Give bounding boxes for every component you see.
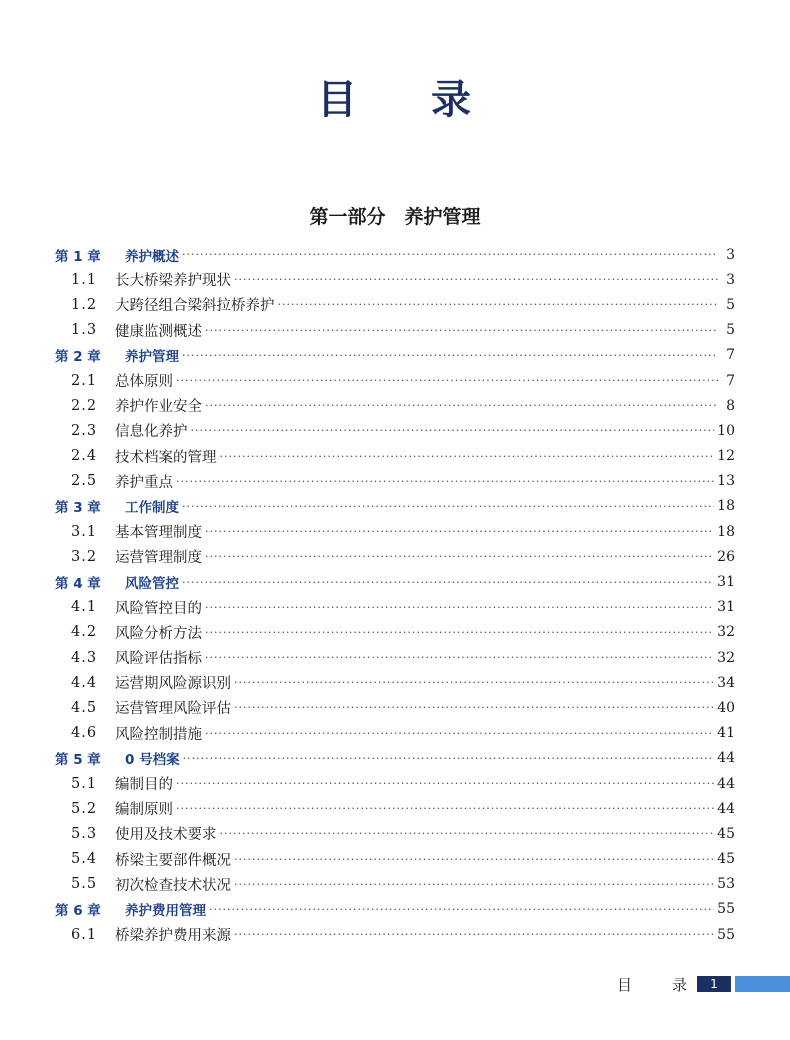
toc-entry-title: 桥梁养护费用来源 bbox=[115, 928, 231, 945]
toc-entry-title: 大跨径组合梁斜拉桥养护 bbox=[115, 298, 275, 315]
toc-entry-title: 总体原则 bbox=[115, 374, 173, 391]
toc-entry-title: 编制目的 bbox=[115, 777, 173, 794]
toc-entry-title: 养护重点 bbox=[115, 474, 173, 491]
toc-entry-number: 第 3 章 bbox=[55, 500, 101, 517]
part-title: 第一部分 养护管理 bbox=[309, 206, 481, 228]
toc-entry-page: 12 bbox=[717, 448, 735, 465]
toc-section-entry[interactable] bbox=[55, 922, 735, 947]
toc-chapter-entry[interactable] bbox=[55, 242, 735, 267]
toc-entry-title: 长大桥梁养护现状 bbox=[115, 273, 231, 290]
dot-leader bbox=[191, 424, 715, 437]
toc-entry-number: 3.1 bbox=[71, 523, 98, 540]
dot-leader bbox=[205, 651, 714, 664]
toc-section-entry[interactable] bbox=[55, 620, 735, 645]
toc-entry-page: 44 bbox=[717, 750, 735, 767]
toc-entry-number: 5.5 bbox=[71, 876, 98, 893]
toc-entry-title: 健康监测概述 bbox=[115, 323, 202, 340]
dot-leader bbox=[176, 475, 714, 488]
toc-entry-number: 5.4 bbox=[71, 851, 98, 868]
footer-accent-bar bbox=[735, 976, 790, 992]
toc-entry-number: 6.1 bbox=[71, 926, 98, 943]
dot-leader bbox=[182, 500, 714, 513]
toc-entry-page: 44 bbox=[717, 775, 735, 792]
toc-entry-number: 5.3 bbox=[71, 825, 98, 842]
toc-entry-page: 53 bbox=[717, 876, 735, 893]
toc-entry-title: 桥梁主要部件概况 bbox=[115, 852, 231, 869]
page-footer bbox=[0, 974, 790, 996]
toc-entry-page: 44 bbox=[717, 800, 735, 817]
dot-leader bbox=[209, 903, 714, 916]
footer-char-2: 录 bbox=[672, 976, 688, 994]
toc-chapter-entry[interactable] bbox=[55, 746, 735, 771]
toc-entry-page: 32 bbox=[717, 624, 735, 641]
toc-entry-title: 风险控制措施 bbox=[115, 726, 202, 743]
toc-entry-title: 风险管控 bbox=[125, 576, 179, 593]
toc-entry-page: 13 bbox=[717, 473, 735, 490]
dot-leader bbox=[234, 878, 714, 891]
toc-entry-title: 运营期风险源识别 bbox=[115, 676, 231, 693]
toc-entry-number: 2.2 bbox=[71, 397, 98, 414]
toc-section-entry[interactable] bbox=[55, 670, 735, 695]
toc-entry-number: 第 5 章 bbox=[55, 752, 101, 769]
toc-chapter-entry[interactable] bbox=[55, 569, 735, 594]
toc-entry-page: 55 bbox=[717, 901, 735, 918]
toc-entry-page: 5 bbox=[726, 296, 735, 313]
toc-entry-page: 32 bbox=[717, 649, 735, 666]
dot-leader bbox=[182, 576, 714, 589]
dot-leader bbox=[205, 550, 714, 563]
dot-leader bbox=[234, 853, 714, 866]
toc-section-entry[interactable] bbox=[55, 368, 735, 393]
toc-entry-number: 5.2 bbox=[71, 800, 98, 817]
toc-entry-title: 养护作业安全 bbox=[115, 399, 202, 416]
dot-leader bbox=[234, 273, 718, 286]
toc-entry-title: 编制原则 bbox=[115, 802, 173, 819]
toc-entry-number: 1.3 bbox=[71, 322, 98, 339]
toc-entry-number: 3.2 bbox=[71, 548, 98, 565]
dot-leader bbox=[205, 626, 714, 639]
toc-entry-title: 0 号档案 bbox=[125, 752, 180, 769]
toc-entry-number: 2.1 bbox=[71, 372, 98, 389]
toc-entry-number: 第 6 章 bbox=[55, 903, 101, 920]
toc-entry-page: 8 bbox=[726, 397, 735, 414]
dot-leader bbox=[220, 450, 715, 463]
toc-section-entry[interactable] bbox=[55, 645, 735, 670]
toc-entry-number: 第 1 章 bbox=[55, 248, 101, 265]
toc-entry-title: 运营管理风险评估 bbox=[115, 701, 231, 718]
dot-leader bbox=[234, 676, 714, 689]
toc-entry-number: 4.3 bbox=[71, 649, 98, 666]
table-of-contents bbox=[55, 242, 735, 947]
dot-leader bbox=[176, 802, 714, 815]
toc-section-entry[interactable] bbox=[55, 595, 735, 620]
toc-entry-page: 45 bbox=[717, 851, 735, 868]
dot-leader bbox=[205, 727, 714, 740]
dot-leader bbox=[205, 399, 718, 412]
toc-section-entry[interactable] bbox=[55, 444, 735, 469]
toc-entry-page: 40 bbox=[717, 699, 735, 716]
toc-section-entry[interactable] bbox=[55, 872, 735, 897]
toc-entry-title: 养护概述 bbox=[125, 248, 179, 265]
toc-section-entry[interactable] bbox=[55, 318, 735, 343]
toc-entry-title: 工作制度 bbox=[125, 500, 179, 517]
dot-leader bbox=[205, 601, 714, 614]
toc-entry-title: 使用及技术要求 bbox=[115, 827, 217, 844]
dot-leader bbox=[182, 248, 718, 261]
toc-entry-number: 1.1 bbox=[71, 271, 98, 288]
toc-section-entry[interactable] bbox=[55, 695, 735, 720]
toc-entry-number: 2.5 bbox=[71, 473, 98, 490]
toc-entry-title: 信息化养护 bbox=[115, 424, 188, 441]
dot-leader bbox=[234, 928, 714, 941]
dot-leader bbox=[278, 298, 719, 311]
toc-entry-page: 7 bbox=[726, 347, 735, 364]
toc-section-entry[interactable] bbox=[55, 847, 735, 872]
toc-entry-page: 31 bbox=[717, 574, 735, 591]
toc-entry-page: 45 bbox=[717, 825, 735, 842]
toc-entry-title: 风险管控目的 bbox=[115, 600, 202, 617]
toc-entry-page: 31 bbox=[717, 599, 735, 616]
toc-entry-page: 18 bbox=[717, 523, 735, 540]
dot-leader bbox=[176, 374, 718, 387]
toc-chapter-entry[interactable] bbox=[55, 494, 735, 519]
toc-section-entry[interactable] bbox=[55, 544, 735, 569]
title-char-1: 目 bbox=[317, 77, 359, 123]
toc-entry-number: 第 2 章 bbox=[55, 349, 101, 366]
dot-leader bbox=[182, 349, 718, 362]
toc-entry-number: 5.1 bbox=[71, 775, 98, 792]
toc-entry-title: 风险评估指标 bbox=[115, 651, 202, 668]
toc-section-entry[interactable] bbox=[55, 771, 735, 796]
toc-entry-page: 26 bbox=[717, 548, 735, 565]
toc-section-entry[interactable] bbox=[55, 796, 735, 821]
dot-leader bbox=[176, 777, 714, 790]
toc-entry-number: 2.3 bbox=[71, 422, 98, 439]
toc-entry-title: 风险分析方法 bbox=[115, 625, 202, 642]
footer-page-number: 1 bbox=[697, 976, 731, 992]
dot-leader bbox=[234, 701, 714, 714]
toc-entry-title: 养护费用管理 bbox=[125, 903, 206, 920]
toc-entry-page: 41 bbox=[717, 725, 735, 742]
toc-section-entry[interactable] bbox=[55, 821, 735, 846]
toc-entry-page: 5 bbox=[726, 322, 735, 339]
toc-entry-number: 2.4 bbox=[71, 448, 98, 465]
toc-entry-number: 4.4 bbox=[71, 674, 98, 691]
dot-leader bbox=[205, 324, 718, 337]
toc-section-entry[interactable] bbox=[55, 721, 735, 746]
title-char-2: 录 bbox=[431, 77, 473, 123]
toc-section-entry[interactable] bbox=[55, 418, 735, 443]
toc-entry-page: 55 bbox=[717, 926, 735, 943]
toc-entry-title: 养护管理 bbox=[125, 349, 179, 366]
toc-section-entry[interactable] bbox=[55, 393, 735, 418]
toc-chapter-entry[interactable] bbox=[55, 343, 735, 368]
page-title bbox=[0, 68, 790, 125]
footer-label bbox=[617, 974, 687, 995]
toc-section-entry[interactable] bbox=[55, 292, 735, 317]
toc-entry-number: 4.5 bbox=[71, 699, 98, 716]
dot-leader bbox=[205, 525, 714, 538]
dot-leader bbox=[220, 827, 715, 840]
toc-entry-number: 4.6 bbox=[71, 725, 98, 742]
toc-entry-page: 10 bbox=[717, 422, 735, 439]
toc-entry-number: 第 4 章 bbox=[55, 576, 101, 593]
dot-leader bbox=[183, 752, 715, 765]
toc-entry-title: 运营管理制度 bbox=[115, 550, 202, 567]
toc-entry-page: 3 bbox=[726, 271, 735, 288]
footer-char-1: 目 bbox=[617, 976, 633, 994]
toc-entry-title: 技术档案的管理 bbox=[115, 449, 217, 466]
toc-section-entry[interactable] bbox=[55, 267, 735, 292]
toc-entry-number: 1.2 bbox=[71, 296, 98, 313]
toc-section-entry[interactable] bbox=[55, 469, 735, 494]
toc-entry-page: 3 bbox=[726, 246, 735, 263]
toc-entry-page: 7 bbox=[726, 372, 735, 389]
toc-entry-page: 34 bbox=[717, 674, 735, 691]
toc-section-entry[interactable] bbox=[55, 519, 735, 544]
toc-entry-number: 4.1 bbox=[71, 599, 98, 616]
toc-chapter-entry[interactable] bbox=[55, 897, 735, 922]
toc-entry-title: 初次检查技术状况 bbox=[115, 877, 231, 894]
toc-entry-number: 4.2 bbox=[71, 624, 98, 641]
toc-entry-title: 基本管理制度 bbox=[115, 525, 202, 542]
toc-entry-page: 18 bbox=[717, 498, 735, 515]
